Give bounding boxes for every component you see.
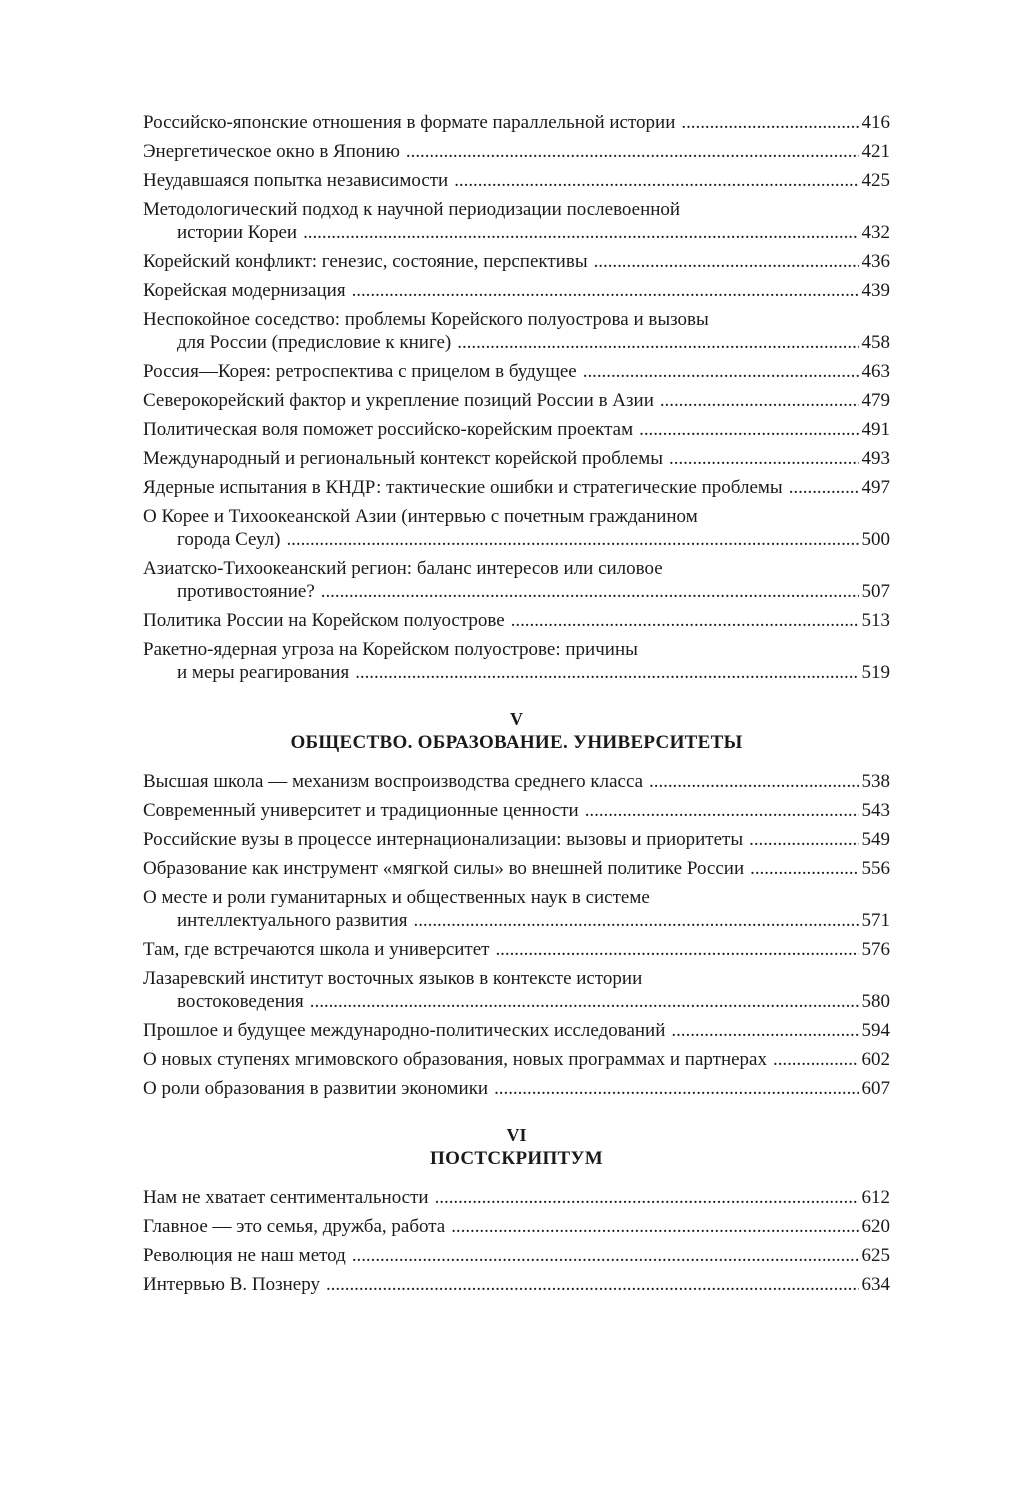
leader-dots (585, 799, 859, 822)
toc-entry[interactable] (143, 938, 890, 961)
toc-page-number: 458 (861, 332, 890, 353)
leader-dots (669, 447, 859, 470)
toc-entry-title-continuation: истории Кореи (177, 222, 298, 243)
toc-entry-title-continuation: интеллектуального развития (177, 910, 408, 931)
toc-page-number: 571 (861, 910, 890, 931)
leader-dots (454, 169, 858, 192)
toc-entry-title: Россия—Корея: ретроспектива с прицелом в будущее (143, 361, 577, 382)
toc-entry-title: Нам не хватает сентиментальности (143, 1187, 429, 1208)
leader-dots (495, 938, 858, 961)
section-title: ОБЩЕСТВО. ОБРАЗОВАНИЕ. УНИВЕРСИТЕТЫ (290, 732, 743, 753)
toc-entry-title-continuation: города Сеул) (177, 529, 281, 550)
toc-entry[interactable] (143, 447, 890, 470)
toc-page-number: 576 (861, 939, 890, 960)
toc-entry-title: Ракетно-ядерная угроза на Корейском полуострове: причины (143, 639, 638, 660)
toc-page-number: 519 (861, 662, 890, 683)
leader-dots (681, 111, 858, 134)
toc-entry-title-continuation: противостояние? (177, 581, 315, 602)
toc-entry[interactable] (143, 418, 890, 441)
toc-entry[interactable] (143, 967, 890, 1013)
section-number: V (510, 709, 523, 729)
toc-entry-title: Современный университет и традиционные ценности (143, 800, 579, 821)
toc-page-number: 421 (861, 141, 890, 162)
toc-entry[interactable] (143, 857, 890, 880)
toc-page-number: 436 (861, 251, 890, 272)
toc-entry-title: Высшая школа — механизм воспроизводства среднего класса (143, 771, 644, 792)
toc-entry-title: Международный и региональный контекст корейской проблемы (143, 448, 663, 469)
toc-entry-title: Неудавшаяся попытка независимости (143, 170, 449, 191)
toc-page-number: 500 (861, 529, 890, 550)
toc-entry-title: Образование как инструмент «мягкой силы» во внешней политике России (143, 858, 745, 879)
toc-page-number: 538 (861, 771, 890, 792)
toc-entry[interactable] (143, 360, 890, 383)
toc-entry-title: Методологический подход к научной периодизации послевоенной (143, 199, 681, 220)
toc-entry-title: Прошлое и будущее международно-политических исследований (143, 1020, 666, 1041)
toc-entry-title: Лазаревский институт восточных языков в контексте истории (143, 968, 643, 989)
toc-page-number: 425 (861, 170, 890, 191)
toc-entry-title: Политика России на Корейском полуострове (143, 610, 505, 631)
leader-dots (355, 661, 858, 684)
toc-entry[interactable] (143, 505, 890, 551)
toc-entry[interactable] (143, 1273, 890, 1296)
section-heading-5 (143, 708, 890, 754)
toc-entry[interactable] (143, 1215, 890, 1238)
toc-entry[interactable] (143, 886, 890, 932)
toc-entry[interactable] (143, 1019, 890, 1042)
toc-entry-title-continuation: востоковедения (177, 991, 304, 1012)
leader-dots (639, 418, 858, 441)
leader-dots (750, 857, 858, 880)
leader-dots (303, 221, 858, 244)
toc-entry[interactable] (143, 1048, 890, 1071)
leader-dots (414, 909, 859, 932)
toc-entry[interactable] (143, 140, 890, 163)
toc-entry-title: Российские вузы в процессе интернационализации: вызовы и приоритеты (143, 829, 744, 850)
leader-dots (789, 476, 859, 499)
toc-entry[interactable] (143, 638, 890, 684)
toc-page-number: 439 (861, 280, 890, 301)
toc-page-number: 491 (861, 419, 890, 440)
toc-entry[interactable] (143, 198, 890, 244)
toc-entry-title: Интервью В. Познеру (143, 1274, 320, 1295)
toc-entry[interactable] (143, 476, 890, 499)
table-of-contents (143, 111, 890, 1302)
toc-page-number: 602 (861, 1049, 890, 1070)
leader-dots (406, 140, 859, 163)
leader-dots (310, 990, 859, 1013)
leader-dots (321, 580, 859, 603)
toc-page-number: 594 (861, 1020, 890, 1041)
toc-page-number: 432 (861, 222, 890, 243)
toc-entry-title: Там, где встречаются школа и университет (143, 939, 490, 960)
toc-entry[interactable] (143, 799, 890, 822)
toc-entry-title: Ядерные испытания в КНДР: тактические ошибки и стратегические проблемы (143, 477, 783, 498)
toc-page-number: 493 (861, 448, 890, 469)
toc-page-number: 556 (861, 858, 890, 879)
toc-entry-title: Революция не наш метод (143, 1245, 346, 1266)
toc-page-number: 513 (861, 610, 890, 631)
toc-entry-title: Северокорейский фактор и укрепление позиций России в Азии (143, 390, 654, 411)
toc-entry[interactable] (143, 1244, 890, 1267)
leader-dots (286, 528, 858, 551)
toc-page-number: 634 (861, 1274, 890, 1295)
toc-list-part4 (143, 111, 890, 684)
leader-dots (594, 250, 859, 273)
leader-dots (435, 1186, 859, 1209)
toc-entry[interactable] (143, 169, 890, 192)
toc-list-section5 (143, 770, 890, 1100)
toc-page-number: 497 (861, 477, 890, 498)
toc-entry[interactable] (143, 1077, 890, 1100)
toc-entry-title: Неспокойное соседство: проблемы Корейского полуострова и вызовы (143, 309, 709, 330)
leader-dots (660, 389, 859, 412)
toc-page-number: 607 (861, 1078, 890, 1099)
toc-entry[interactable] (143, 1186, 890, 1209)
toc-entry-title: Азиатско-Тихоокеанский регион: баланс интересов или силовое (143, 558, 663, 579)
toc-page-number: 612 (861, 1187, 890, 1208)
toc-entry-title: Корейский конфликт: генезис, состояние, перспективы (143, 251, 588, 272)
toc-entry[interactable] (143, 279, 890, 302)
section-heading-6 (143, 1124, 890, 1170)
leader-dots (649, 770, 858, 793)
toc-page-number: 549 (861, 829, 890, 850)
toc-entry-title: О новых ступенях мгимовского образования, новых программах и партнерах (143, 1049, 767, 1070)
toc-entry-title-continuation: для России (предисловие к книге) (177, 332, 452, 353)
toc-entry-title: Главное — это семья, дружба, работа (143, 1216, 446, 1237)
leader-dots (671, 1019, 858, 1042)
toc-page-number: 463 (861, 361, 890, 382)
toc-page-number: 580 (861, 991, 890, 1012)
leader-dots (511, 609, 859, 632)
toc-page-number: 416 (861, 112, 890, 133)
toc-entry[interactable] (143, 770, 890, 793)
section-number: VI (506, 1125, 527, 1145)
leader-dots (773, 1048, 859, 1071)
toc-page-number: 625 (861, 1245, 890, 1266)
toc-entry-title: О Корее и Тихоокеанской Азии (интервью с почетным гражданином (143, 506, 698, 527)
toc-entry-title-continuation: и меры реагирования (177, 662, 350, 683)
toc-list-section6 (143, 1186, 890, 1296)
toc-page-number: 543 (861, 800, 890, 821)
toc-entry[interactable] (143, 308, 890, 354)
toc-entry[interactable] (143, 557, 890, 603)
toc-entry-title: О месте и роли гуманитарных и общественных наук в системе (143, 887, 650, 908)
toc-entry-title: Российско-японские отношения в формате параллельной истории (143, 112, 676, 133)
toc-page-number: 620 (861, 1216, 890, 1237)
toc-entry-title: Корейская модернизация (143, 280, 346, 301)
toc-entry-title: О роли образования в развитии экономики (143, 1078, 489, 1099)
leader-dots (749, 828, 858, 851)
leader-dots (326, 1273, 859, 1296)
leader-dots (583, 360, 859, 383)
toc-entry[interactable] (143, 250, 890, 273)
leader-dots (451, 1215, 858, 1238)
toc-entry-title: Политическая воля поможет российско-корейским проектам (143, 419, 634, 440)
toc-entry[interactable] (143, 828, 890, 851)
toc-page-number: 479 (861, 390, 890, 411)
leader-dots (352, 279, 859, 302)
toc-entry-title: Энергетическое окно в Японию (143, 141, 400, 162)
leader-dots (352, 1244, 859, 1267)
leader-dots (457, 331, 858, 354)
toc-entry[interactable] (143, 609, 890, 632)
toc-page-number: 507 (861, 581, 890, 602)
leader-dots (494, 1077, 858, 1100)
toc-entry[interactable] (143, 111, 890, 134)
toc-entry[interactable] (143, 389, 890, 412)
section-title: ПОСТСКРИПТУМ (430, 1148, 603, 1169)
